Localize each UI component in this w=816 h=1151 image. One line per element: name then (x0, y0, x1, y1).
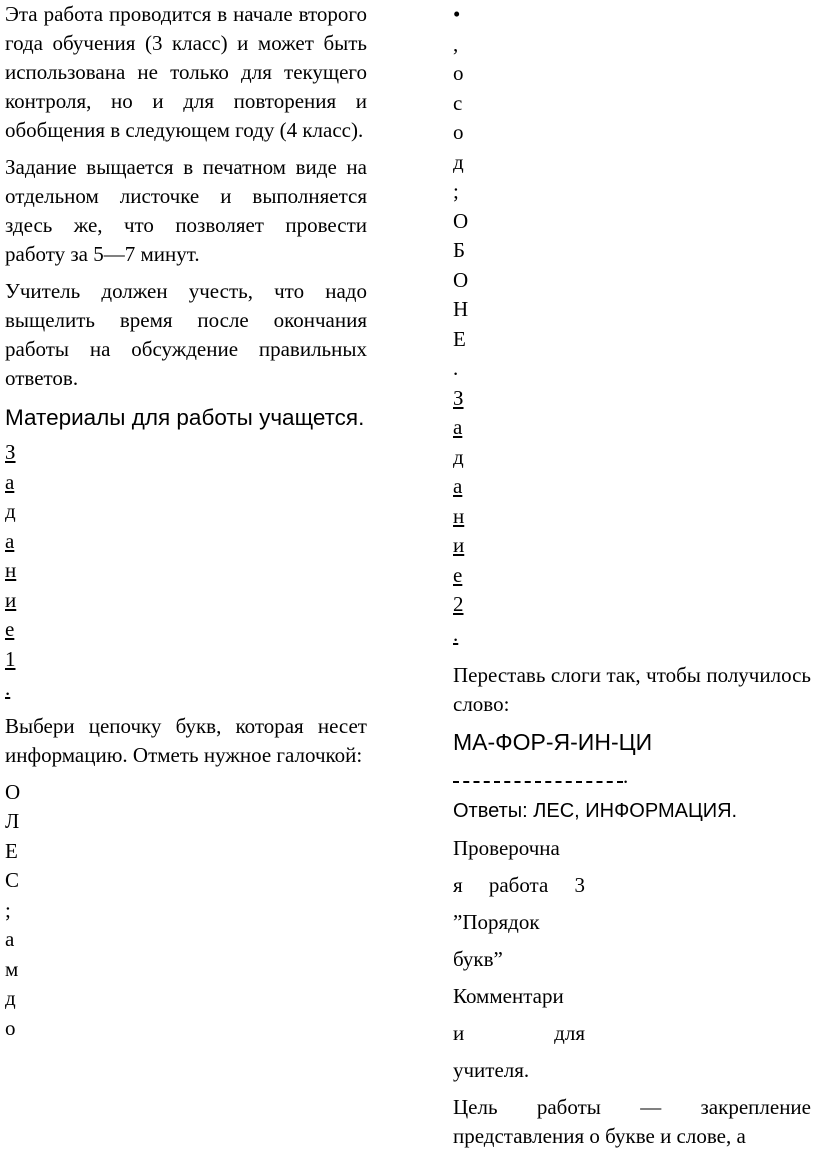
task1-letter: а (5, 469, 15, 494)
task1-letter: н (5, 558, 17, 582)
chain-letter: с (453, 90, 463, 115)
chain-letter: д (453, 149, 464, 174)
chain-letter: О (453, 267, 469, 292)
chain-letter: Н (453, 297, 469, 321)
task1-letter: . (5, 676, 11, 700)
task1-letter: е (5, 617, 15, 641)
chain-letter: О (453, 208, 469, 233)
chain-letter: о (5, 1015, 16, 1040)
answer-blank (453, 759, 623, 783)
comment-title-line: и для (453, 1021, 585, 1045)
work-title-line: ”Порядок (453, 910, 540, 934)
chain-letter: Л (5, 809, 20, 833)
task2-letter: н (453, 503, 465, 528)
comment-title-line: Комментари (453, 984, 564, 1008)
chain-letter: м (5, 956, 19, 981)
task2-letter: З (453, 385, 464, 410)
answer-line-period: . (623, 764, 629, 788)
chain-letter: ; (453, 179, 459, 203)
teacher-note-paragraph: Учитель должен учесть, что надо выщелить время после окончания работы на обсуждение правильных ответов. (5, 279, 367, 390)
chain-letter: . (453, 356, 459, 380)
materials-heading: Материалы для работы учащется. (5, 405, 365, 430)
task1-letter: и (5, 587, 17, 612)
work-title-block (453, 834, 585, 1085)
work-title-line: букв” (453, 947, 503, 971)
chain-letter: о (453, 120, 464, 144)
chain-letter: о (453, 61, 464, 85)
chain-letter: Б (453, 238, 466, 262)
chain-letter: • (453, 2, 461, 26)
answer-line (453, 759, 811, 791)
task1-title-vertical (5, 438, 367, 704)
task2-instruction: Переставь слоги так, чтобы получилось слово: (453, 663, 811, 716)
syllables-text: МА-ФОР-Я-ИН-ЦИ (453, 729, 653, 755)
task2-letter: а (453, 474, 463, 498)
chain-letter: ; (5, 897, 11, 922)
intro-paragraph: Эта работа проводится в начале второго года обучения (3 класс) и может быть использована не только для текущего контроля, но и для повторения и обобщения в следующем году (4 класс). (5, 2, 367, 142)
task1-letter: З (5, 440, 16, 464)
task2-letter: и (453, 533, 465, 557)
left-column (5, 0, 367, 1043)
chain-letter: , (453, 31, 459, 56)
task2-letter: е (453, 562, 463, 587)
right-column (453, 0, 811, 1151)
task2-letter: 2 (453, 592, 464, 616)
goal-paragraph: Цель работы — закрепление представления о букве и слове, а (453, 1095, 811, 1148)
task1-letter: а (5, 528, 15, 553)
work-title-line: Проверочна (453, 836, 560, 860)
answers-text: Ответы: ЛЕС, ИНФОРМАЦИЯ. (453, 800, 738, 822)
chain-letter: О (5, 779, 21, 804)
task1-letter: 1 (5, 646, 16, 671)
chain-letter: а (5, 927, 15, 951)
task2-letter: . (453, 621, 459, 646)
chain-letter: С (5, 868, 20, 892)
letter-chain-vertical (5, 778, 367, 1044)
chain-letter: Е (453, 326, 466, 351)
task1-letter: д (5, 499, 16, 523)
task2-title-vertical (453, 384, 811, 650)
chain-letter: Е (5, 838, 18, 863)
work-title-line: я работа 3 (453, 873, 585, 897)
task2-letter: а (453, 415, 463, 439)
format-paragraph: Задание выщается в печатном виде на отдельном листочке и выполняется здесь же, что позволяет провести работу за 5—7 минут. (5, 155, 367, 266)
chain-letter: д (5, 986, 16, 1010)
task2-letter: д (453, 444, 464, 469)
comment-title-line: учителя. (453, 1058, 530, 1082)
task1-instruction: Выбери цепочку букв, которая несет информацию. Отметь нужное галочкой: (5, 713, 367, 767)
letter-chain-continued (453, 0, 811, 384)
